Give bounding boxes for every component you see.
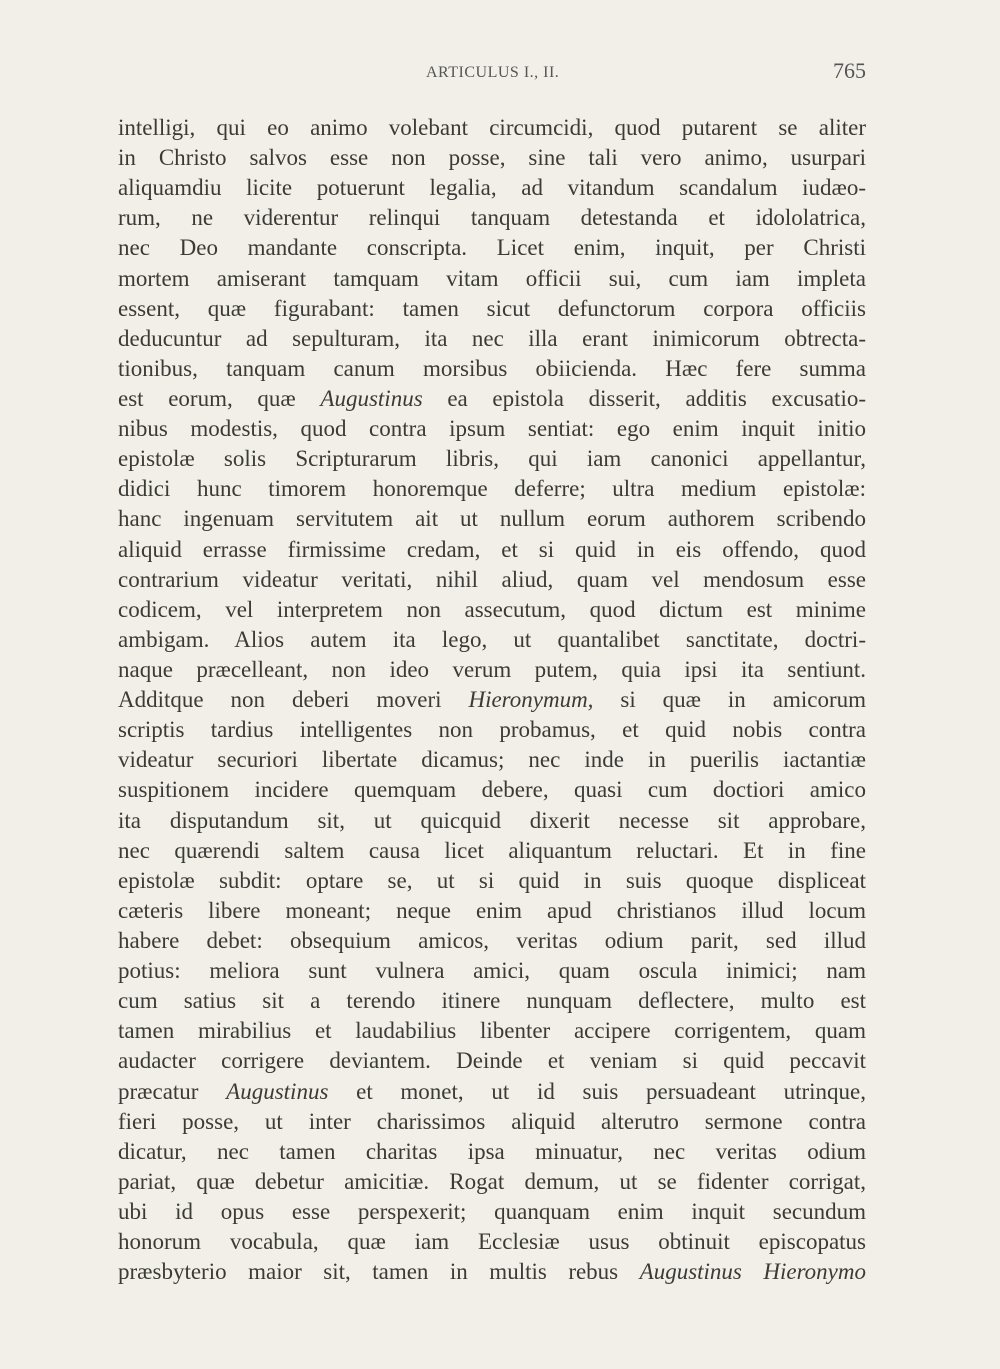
text-run: rum, ne viderentur relinqui tanquam detestanda et idololatrica, <box>118 205 866 231</box>
text-run: deducuntur ad sepulturam, ita nec illa erant inimicorum obtrecta- <box>118 325 866 351</box>
text-run: præcatur <box>118 1078 227 1104</box>
text-line <box>118 1107 866 1137</box>
text-line <box>118 775 866 805</box>
text-line <box>118 565 866 595</box>
text-run: videatur securiori libertate dicamus; nec inde in puerilis iactantiæ <box>118 747 866 773</box>
text-line <box>118 896 866 926</box>
text-run: audacter corrigere deviantem. Deinde et veniam si quid peccavit <box>118 1048 866 1074</box>
text-line <box>118 173 866 203</box>
text-run: pariat, quæ debetur amicitiæ. Rogat demum, ut se fidenter corrigat, <box>118 1168 866 1194</box>
text-line <box>118 595 866 625</box>
text-line <box>118 655 866 685</box>
text-line <box>118 264 866 294</box>
text-line <box>118 806 866 836</box>
text-run: ubi id opus esse perspexerit; quanquam enim inquit secundum <box>118 1198 866 1224</box>
text-line <box>118 203 866 233</box>
text-line <box>118 113 866 143</box>
text-line <box>118 986 866 1016</box>
text-run: si quæ in amicorum <box>593 687 866 713</box>
text-run: scriptis tardius intelligentes non probamus, et quid nobis contra <box>118 717 866 743</box>
text-line <box>118 1167 866 1197</box>
text-run: ea epistola disserit, additis excusatio- <box>422 385 866 411</box>
text-line <box>118 414 866 444</box>
text-line <box>118 474 866 504</box>
text-run: nec quærendi saltem causa licet aliquantum reluctari. Et in fine <box>118 837 866 863</box>
text-run: cum satius sit a terendo itinere nunquam deflectere, multo est <box>118 988 866 1014</box>
text-run: in Christo salvos esse non posse, sine tali vero animo, usurpari <box>118 145 866 171</box>
text-line <box>118 866 866 896</box>
running-header <box>118 58 866 92</box>
text-run: codicem, vel interpretem non assecutum, quod dictum est minime <box>118 596 866 622</box>
text-run: epistolæ subdit: optare se, ut si quid in suis quoque displiceat <box>118 867 866 893</box>
text-run: contrarium videatur veritati, nihil aliud, quam vel mendosum esse <box>118 566 866 592</box>
italic-name: Augustinus <box>320 385 423 411</box>
text-line <box>118 1046 866 1076</box>
italic-name: Augustinus Hieronymo <box>639 1259 866 1285</box>
text-run: tionibus, tanquam canum morsibus obiicienda. Hæc fere summa <box>118 355 866 381</box>
text-run: honorum vocabula, quæ iam Ecclesiæ usus obtinuit episcopatus <box>118 1229 866 1255</box>
text-line <box>118 384 866 414</box>
text-run: intelligi, qui eo animo volebant circumcidi, quod putarent se aliter <box>118 115 866 140</box>
text-run: hanc ingenuam servitutem ait ut nullum eorum authorem scribendo <box>118 506 866 532</box>
text-line <box>118 956 866 986</box>
text-run: didici hunc timorem honoremque deferre; ultra medium epistolæ: <box>118 476 866 502</box>
text-run: dicatur, nec tamen charitas ipsa minuatur, nec veritas odium <box>118 1138 866 1164</box>
text-line <box>118 535 866 565</box>
text-run: naque præcelleant, non ideo verum putem, quia ipsi ita sentiunt. <box>118 656 866 682</box>
text-run: Additque non deberi moveri <box>118 687 469 713</box>
text-run: fieri posse, ut inter charissimos aliquid alterutro sermone contra <box>118 1108 866 1134</box>
text-line <box>118 1137 866 1167</box>
text-line <box>118 504 866 534</box>
text-line <box>118 354 866 384</box>
text-run: et monet, ut id suis persuadeant utrinque, <box>328 1078 866 1104</box>
text-run: est eorum, quæ <box>118 385 321 411</box>
text-run: suspitionem incidere quemquam debere, quasi cum doctiori amico <box>118 777 866 803</box>
text-line <box>118 233 866 263</box>
text-line <box>118 1257 866 1287</box>
text-run: cæteris libere moneant; neque enim apud christianos illud locum <box>118 897 866 923</box>
text-line <box>118 926 866 956</box>
text-line <box>118 143 866 173</box>
text-line <box>118 685 866 715</box>
page-number: 765 <box>833 58 866 83</box>
body-text <box>118 113 866 1287</box>
text-run: tamen mirabilius et laudabilius libenter accipere corrigentem, quam <box>118 1018 866 1044</box>
text-run: nibus modestis, quod contra ipsum sentiat: ego enim inquit initio <box>118 416 866 442</box>
text-run: aliquamdiu licite potuerunt legalia, ad vitandum scandalum iudæo- <box>118 175 866 201</box>
text-run: præsbyterio maior sit, tamen in multis rebus <box>118 1259 640 1285</box>
text-run: aliquid errasse firmissime credam, et si quid in eis offendo, quod <box>118 536 866 562</box>
italic-name: Augustinus <box>226 1078 329 1104</box>
text-run: epistolæ solis Scripturarum libris, qui iam canonici appellantur, <box>118 446 866 472</box>
text-line <box>118 294 866 324</box>
text-line <box>118 745 866 775</box>
text-run: habere debet: obsequium amicos, veritas odium parit, sed illud <box>118 927 866 953</box>
text-line <box>118 1077 866 1107</box>
text-run: essent, quæ figurabant: tamen sicut defunctorum corpora officiis <box>118 295 866 321</box>
text-run: ambigam. Alios autem ita lego, ut quantalibet sanctitate, doctri- <box>118 626 866 652</box>
running-header-title: ARTICULUS I., II. <box>426 64 560 81</box>
text-run: potius: meliora sunt vulnera amici, quam oscula inimici; nam <box>118 958 866 984</box>
text-line <box>118 836 866 866</box>
text-run: nec Deo mandante conscripta. Licet enim, inquit, per Christi <box>118 235 866 261</box>
text-line <box>118 625 866 655</box>
text-line <box>118 715 866 745</box>
text-run: ita disputandum sit, ut quicquid dixerit necesse sit approbare, <box>118 807 866 833</box>
italic-name: Hieronymum, <box>468 687 594 713</box>
text-line <box>118 324 866 354</box>
text-line <box>118 1227 866 1257</box>
text-line <box>118 1016 866 1046</box>
text-line <box>118 444 866 474</box>
text-line <box>118 1197 866 1227</box>
text-run: mortem amiserant tamquam vitam officii sui, cum iam impleta <box>118 265 866 291</box>
